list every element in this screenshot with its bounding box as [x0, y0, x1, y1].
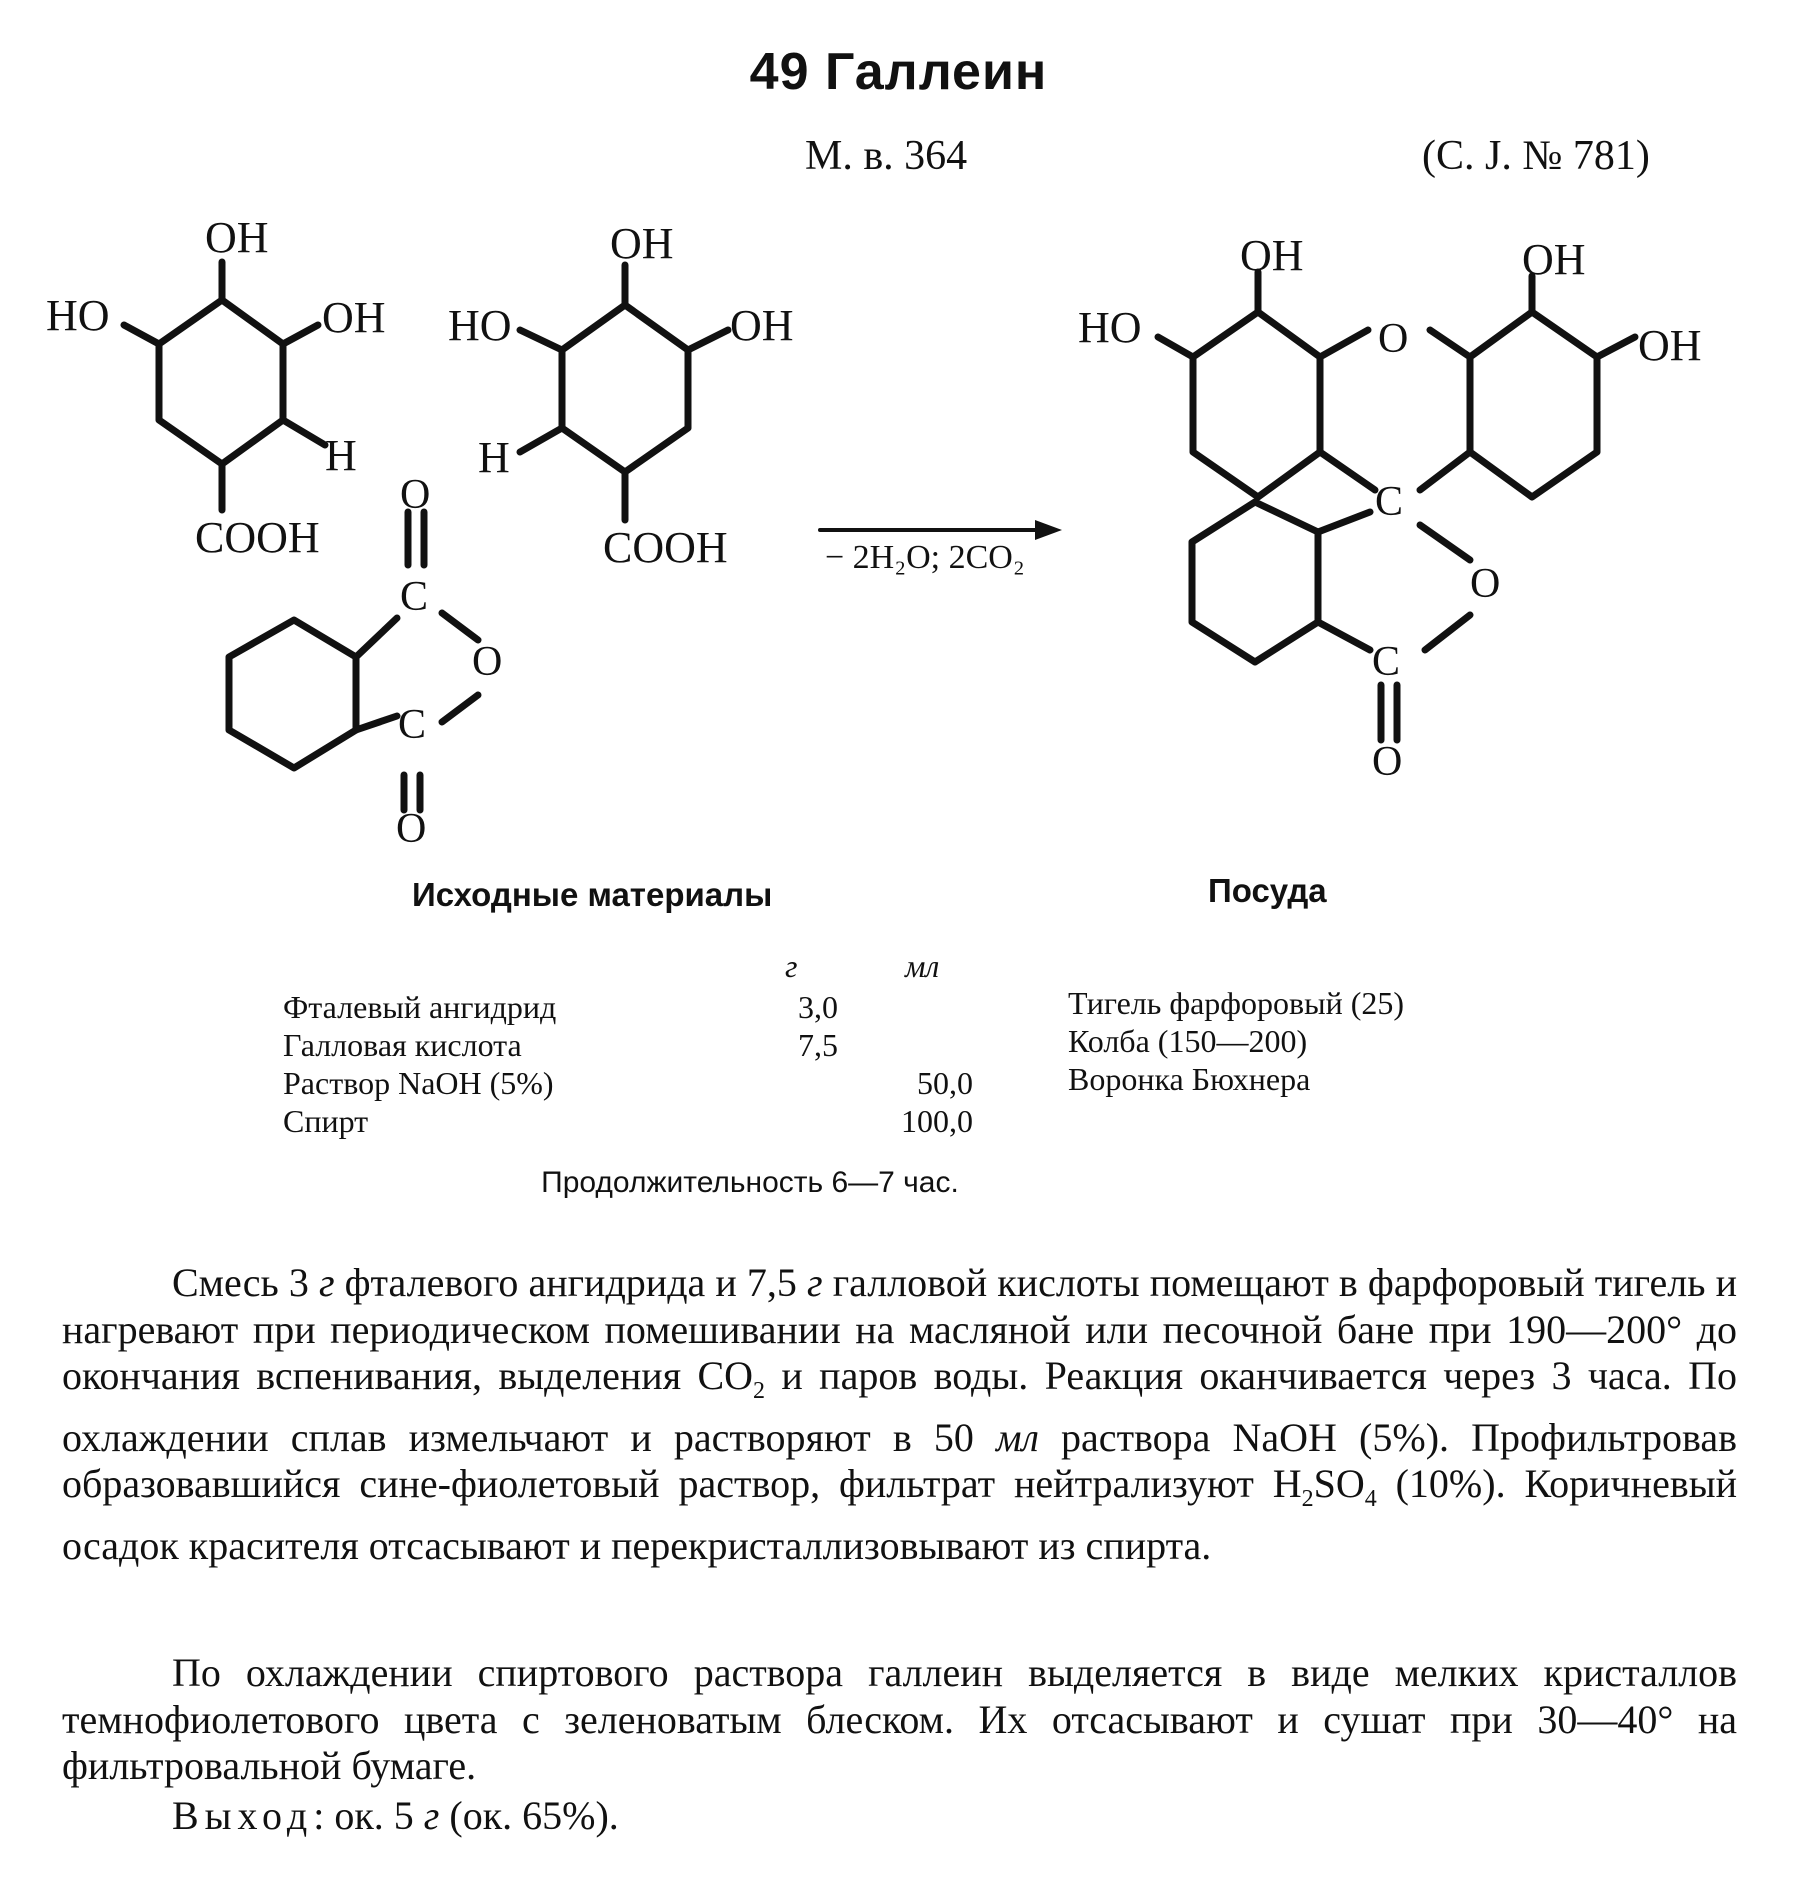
unit-gram: г: [423, 1793, 440, 1838]
gallein-left-ring: [1193, 312, 1320, 497]
arrow-condition: − 2H₂O; 2CO₂: [825, 539, 1025, 576]
reaction-scheme: [0, 0, 1797, 860]
page-title: 49 Галлеин: [749, 43, 1048, 101]
unit-grams: г: [785, 948, 798, 984]
p-oh-right-top: OH: [1522, 235, 1586, 284]
glassware-item: Воронка Бюхнера: [1068, 1061, 1311, 1097]
text-run: и паров воды. Реакция оканчивается через 3 часа. По охлаждении сплав измельчают и растворяют в 50: [62, 1353, 1737, 1460]
text-run: раствора NaOH (5%). Профильтровав образовавшийся сине-фиолетовый раствор, фильтрат нейтрализуют H: [62, 1414, 1737, 1506]
r1-h: H: [325, 431, 357, 480]
p-o-lactone: O: [1470, 561, 1501, 607]
p-c-spiro: C: [1375, 479, 1404, 525]
p-ho-left: HO: [1078, 303, 1142, 352]
subscript: 2: [1301, 1486, 1314, 1512]
material-name: Раствор NaOH (5%): [283, 1065, 554, 1101]
materials-table: [283, 988, 1003, 1140]
material-row: [283, 1026, 1003, 1064]
r2-oh-right: OH: [730, 301, 794, 350]
text-run: SO: [1313, 1461, 1365, 1506]
material-row: [283, 988, 1003, 1026]
duration-note: Продолжительность 6—7 час.: [541, 1166, 959, 1199]
material-grams: 3,0: [798, 989, 838, 1025]
glassware-list: [1068, 984, 1404, 1098]
glassware-item: Тигель фарфоровый (25): [1068, 985, 1405, 1021]
r1-ho-left: HO: [46, 291, 110, 340]
glassware-heading: Посуда: [1208, 872, 1327, 909]
subscript: 2: [753, 1378, 766, 1404]
gallic-acid-ring-2: [562, 305, 688, 472]
material-name: Галловая кислота: [283, 1027, 522, 1063]
materials-heading: Исходные материалы: [412, 876, 773, 913]
r2-ho-left: HO: [448, 301, 512, 350]
gallic-acid-ring-1: [159, 300, 283, 464]
gallein-lower-ring: [1192, 502, 1318, 662]
anhydride-o-top: O: [400, 472, 431, 518]
anhydride-c-bottom: C: [398, 702, 427, 748]
r2-cooh: COOH: [603, 523, 728, 572]
material-name: Спирт: [283, 1103, 369, 1139]
text-run: :: [313, 1793, 325, 1838]
subscript: 4: [1364, 1486, 1377, 1512]
gallein-right-ring: [1470, 312, 1597, 497]
p-o-carbonyl: O: [1372, 739, 1403, 785]
unit-milliliters: мл: [905, 948, 940, 984]
material-row: [283, 1064, 1003, 1102]
reference-number: (C. J. № 781): [1422, 133, 1650, 179]
procedure-paragraph-2: По охлаждении спиртового раствора галлеин выделяется в виде мелких кристаллов темнофиолетового цвета с зеленоватым блеском. Их отсасывают и сушат при 30—40° на фильтровальной бумаге.: [62, 1650, 1737, 1788]
text-run: галловой кислоты помещают в фарфоровый тигель и нагревают при периодическом помешивании на масляной или песочной бане при 190—200° до окончания вспенивания, выделения CO: [62, 1260, 1737, 1398]
yield-line: [172, 1792, 619, 1839]
material-ml: 100,0: [901, 1103, 973, 1139]
anhydride-c-top: C: [400, 574, 429, 620]
material-row: [283, 1102, 1003, 1140]
material-grams: 7,5: [798, 1027, 838, 1063]
material-name: Фталевый ангидрид: [283, 989, 557, 1025]
p-oh-left-top: OH: [1240, 231, 1304, 280]
anhydride-o-ring: O: [472, 639, 503, 685]
text-run: (ок. 65%).: [439, 1793, 619, 1838]
p-o-bridge: O: [1378, 316, 1409, 362]
r1-cooh: COOH: [195, 513, 320, 562]
unit-ml: мл: [995, 1414, 1039, 1460]
anhydride-o-bottom: O: [396, 806, 427, 852]
r1-oh-top: OH: [205, 213, 269, 262]
text-run: Смесь 3: [172, 1260, 319, 1305]
text-run: фталевого ангидрида и 7,5: [334, 1260, 807, 1305]
p-c-carbonyl: C: [1372, 639, 1401, 685]
unit-gram: г: [807, 1260, 823, 1305]
r1-oh-right: OH: [322, 293, 386, 342]
text-run: ок. 5: [324, 1793, 424, 1838]
unit-gram: г: [318, 1260, 335, 1305]
procedure-paragraph-1: [62, 1260, 1737, 1569]
text-run: (10%). Коричневый осадок красителя отсасывают и перекристаллизовывают из спирта.: [62, 1461, 1737, 1568]
r2-oh-top: OH: [610, 219, 674, 268]
r2-h: H: [478, 433, 510, 482]
yield-label: Выход: [172, 1793, 314, 1838]
molecular-weight: М. в. 364: [805, 133, 968, 179]
reaction-arrow-head: [1035, 520, 1062, 540]
p-oh-right: OH: [1638, 321, 1702, 370]
phthalic-anhydride-ring: [229, 620, 356, 768]
glassware-item: Колба (150—200): [1068, 1023, 1308, 1059]
material-ml: 50,0: [917, 1065, 973, 1101]
